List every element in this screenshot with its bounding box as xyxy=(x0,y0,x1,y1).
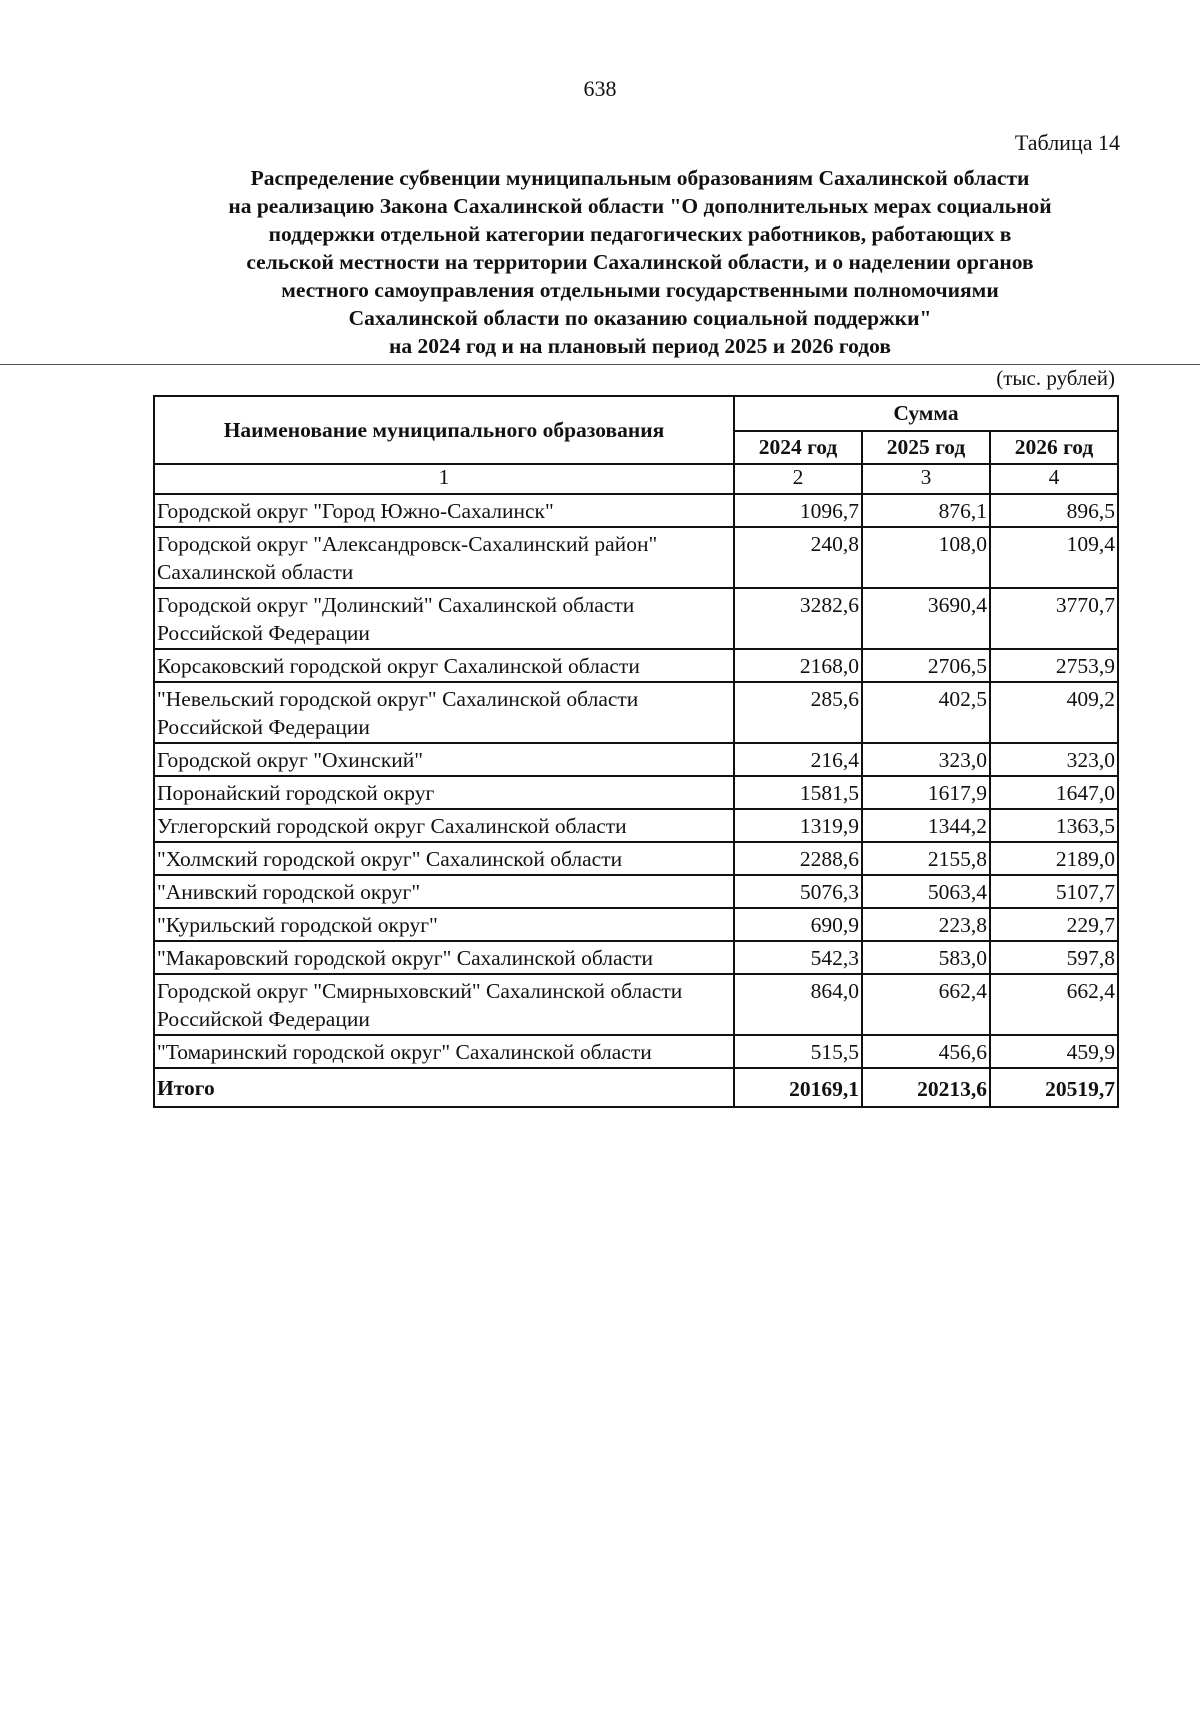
value-2025: 2706,5 xyxy=(862,649,990,682)
table-reference: Таблица 14 xyxy=(1014,130,1120,155)
value-2025: 323,0 xyxy=(862,743,990,776)
value-2026: 229,7 xyxy=(990,908,1118,941)
value-2026: 409,2 xyxy=(990,682,1118,743)
value-2025: 456,6 xyxy=(862,1035,990,1068)
municipality-name: "Невельский городской округ" Сахалинской области Российской Федерации xyxy=(154,682,734,743)
table-row xyxy=(154,908,1118,941)
table-row xyxy=(154,809,1118,842)
value-2026: 2753,9 xyxy=(990,649,1118,682)
table-row xyxy=(154,974,1118,1035)
header-year-2024: 2024 год xyxy=(734,431,862,464)
value-2025: 402,5 xyxy=(862,682,990,743)
header-year-2026: 2026 год xyxy=(990,431,1118,464)
value-2025: 662,4 xyxy=(862,974,990,1035)
document-title xyxy=(160,164,1120,360)
table-row xyxy=(154,941,1118,974)
value-2026: 459,9 xyxy=(990,1035,1118,1068)
total-2026: 20519,7 xyxy=(990,1068,1118,1107)
value-2025: 108,0 xyxy=(862,527,990,588)
value-2026: 323,0 xyxy=(990,743,1118,776)
title-line: сельской местности на территории Сахалинской области, и о наделении органов xyxy=(246,250,1034,274)
horizontal-rule xyxy=(0,364,1200,365)
value-2026: 2189,0 xyxy=(990,842,1118,875)
value-2026: 3770,7 xyxy=(990,588,1118,649)
value-2024: 5076,3 xyxy=(734,875,862,908)
value-2026: 597,8 xyxy=(990,941,1118,974)
value-2024: 2168,0 xyxy=(734,649,862,682)
table-row xyxy=(154,776,1118,809)
value-2026: 1363,5 xyxy=(990,809,1118,842)
value-2025: 583,0 xyxy=(862,941,990,974)
value-2024: 542,3 xyxy=(734,941,862,974)
value-2026: 662,4 xyxy=(990,974,1118,1035)
table-row xyxy=(154,527,1118,588)
title-line: на 2024 год и на плановый период 2025 и 2026 годов xyxy=(389,334,891,358)
value-2025: 2155,8 xyxy=(862,842,990,875)
municipality-name: Углегорский городской округ Сахалинской области xyxy=(154,809,734,842)
title-line: на реализацию Закона Сахалинской области "О дополнительных мерах социальной xyxy=(228,194,1052,218)
units-label: (тыс. рублей) xyxy=(996,366,1115,390)
table-row xyxy=(154,875,1118,908)
municipality-name: Городской округ "Смирныховский" Сахалинской области Российской Федерации xyxy=(154,974,734,1035)
header-sum: Сумма xyxy=(734,396,1118,431)
table-row xyxy=(154,743,1118,776)
value-2025: 223,8 xyxy=(862,908,990,941)
municipality-name: Корсаковский городской округ Сахалинской области xyxy=(154,649,734,682)
column-index: 2 xyxy=(734,464,862,494)
column-index: 4 xyxy=(990,464,1118,494)
value-2024: 216,4 xyxy=(734,743,862,776)
value-2025: 1344,2 xyxy=(862,809,990,842)
column-index: 1 xyxy=(154,464,734,494)
table-row xyxy=(154,842,1118,875)
municipality-name: Поронайский городской округ xyxy=(154,776,734,809)
title-line: Распределение субвенции муниципальным образованиям Сахалинской области xyxy=(250,166,1030,190)
page-number: 638 xyxy=(583,76,617,101)
municipality-name: "Холмский городской округ" Сахалинской области xyxy=(154,842,734,875)
value-2025: 1617,9 xyxy=(862,776,990,809)
total-2024: 20169,1 xyxy=(734,1068,862,1107)
column-index: 3 xyxy=(862,464,990,494)
municipality-name: Городской округ "Александровск-Сахалинский район" Сахалинской области xyxy=(154,527,734,588)
value-2025: 876,1 xyxy=(862,494,990,527)
header-year-2025: 2025 год xyxy=(862,431,990,464)
total-row xyxy=(154,1068,1118,1107)
value-2024: 1096,7 xyxy=(734,494,862,527)
municipality-name: "Анивский городской округ" xyxy=(154,875,734,908)
municipality-name: Городской округ "Город Южно-Сахалинск" xyxy=(154,494,734,527)
table-row xyxy=(154,588,1118,649)
value-2024: 285,6 xyxy=(734,682,862,743)
value-2024: 515,5 xyxy=(734,1035,862,1068)
municipality-name: Городской округ "Долинский" Сахалинской области Российской Федерации xyxy=(154,588,734,649)
title-line: поддержки отдельной категории педагогических работников, работающих в xyxy=(268,222,1012,246)
title-line: местного самоуправления отдельными государственными полномочиями xyxy=(281,278,999,302)
value-2024: 2288,6 xyxy=(734,842,862,875)
municipality-name: Городской округ "Охинский" xyxy=(154,743,734,776)
value-2026: 1647,0 xyxy=(990,776,1118,809)
value-2024: 3282,6 xyxy=(734,588,862,649)
municipality-name: "Курильский городской округ" xyxy=(154,908,734,941)
total-label: Итого xyxy=(154,1068,734,1107)
municipality-name: "Томаринский городской округ" Сахалинской области xyxy=(154,1035,734,1068)
value-2025: 5063,4 xyxy=(862,875,990,908)
table-row xyxy=(154,494,1118,527)
value-2026: 109,4 xyxy=(990,527,1118,588)
value-2024: 240,8 xyxy=(734,527,862,588)
value-2024: 690,9 xyxy=(734,908,862,941)
table-row xyxy=(154,682,1118,743)
value-2024: 864,0 xyxy=(734,974,862,1035)
title-line: Сахалинской области по оказанию социальной поддержки" xyxy=(348,306,932,330)
value-2024: 1319,9 xyxy=(734,809,862,842)
value-2025: 3690,4 xyxy=(862,588,990,649)
value-2026: 896,5 xyxy=(990,494,1118,527)
table-row xyxy=(154,1035,1118,1068)
table-row xyxy=(154,649,1118,682)
value-2026: 5107,7 xyxy=(990,875,1118,908)
municipality-name: "Макаровский городской округ" Сахалинской области xyxy=(154,941,734,974)
total-2025: 20213,6 xyxy=(862,1068,990,1107)
header-municipality: Наименование муниципального образования xyxy=(154,396,734,464)
value-2024: 1581,5 xyxy=(734,776,862,809)
subsidy-table xyxy=(153,395,1119,1108)
